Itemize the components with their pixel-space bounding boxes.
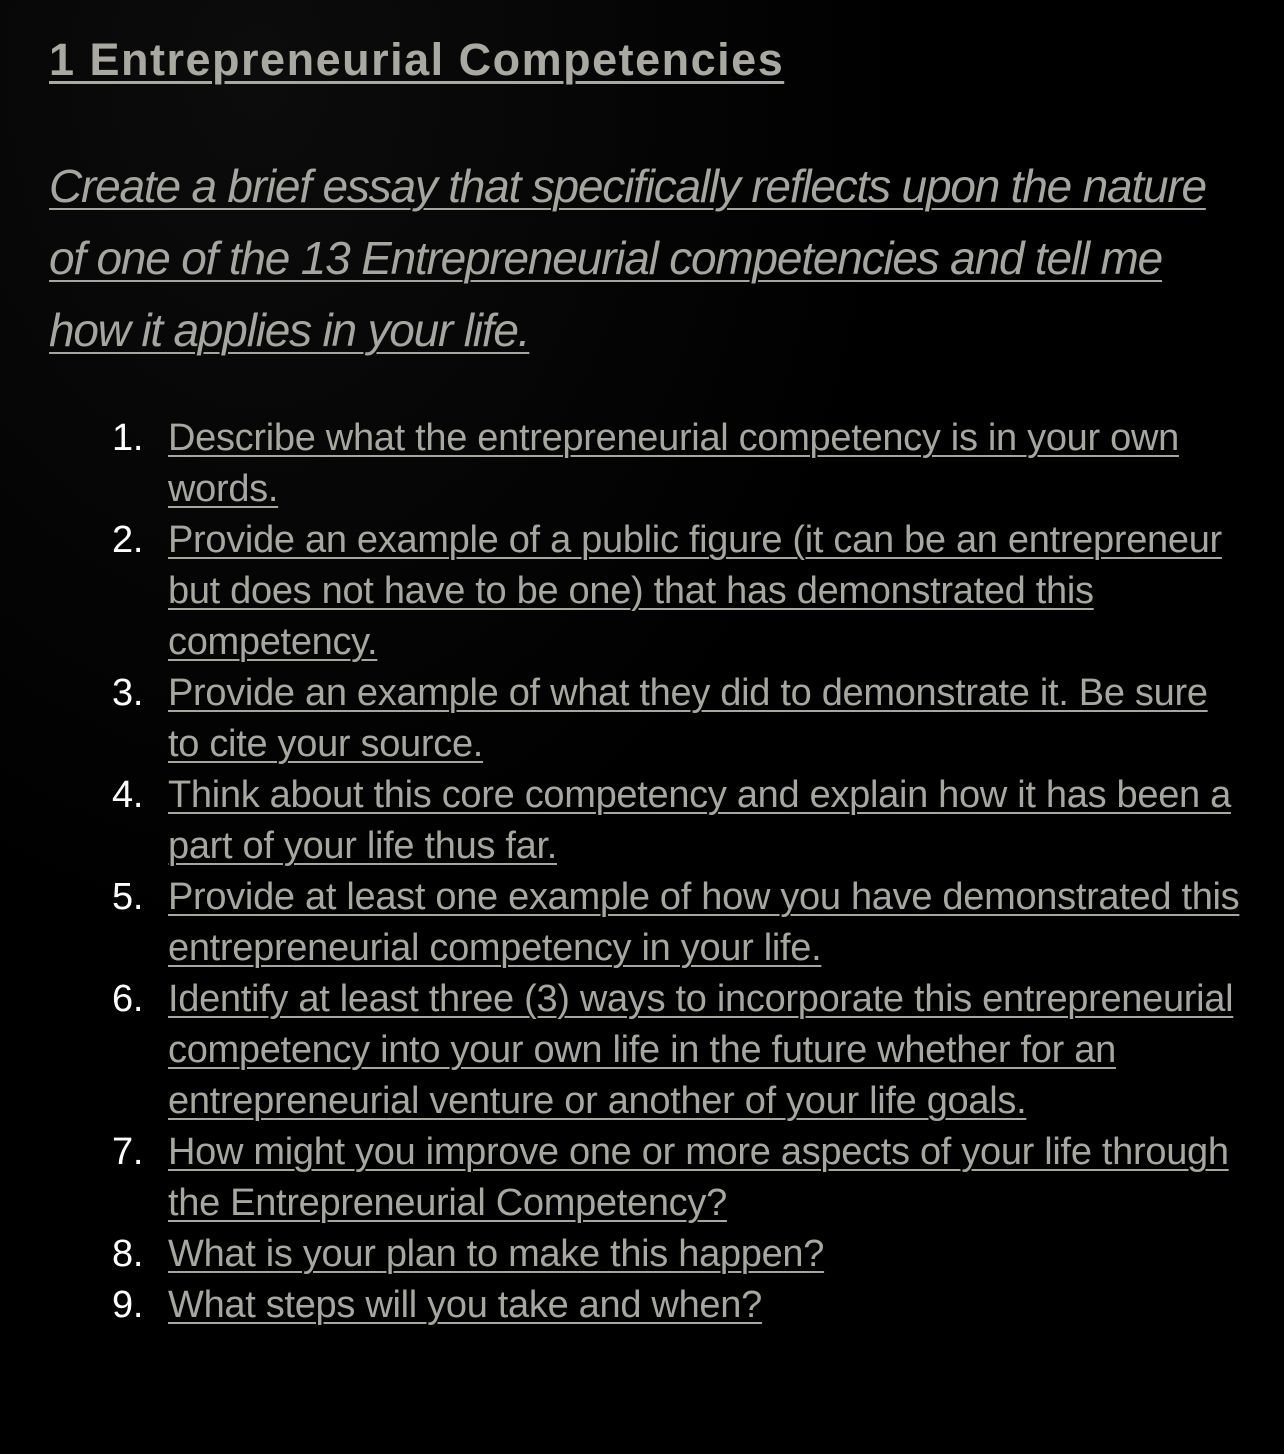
section-heading: 1 Entrepreneurial Competencies <box>49 34 785 85</box>
step-number: 4. <box>112 774 144 816</box>
step-text: Identify at least three (3) ways to incorporate this entrepreneurial competency into your own life in the future whether for an entrepreneurial venture or another of your life goals. <box>168 978 1234 1122</box>
step-text: How might you improve one or more aspects of your life through the Entrepreneurial Competency? <box>168 1131 1229 1224</box>
step-number: 6. <box>112 978 144 1020</box>
step-text: What is your plan to make this happen? <box>168 1233 825 1275</box>
list-item <box>112 1280 1243 1331</box>
assignment-steps-list <box>112 413 1243 1331</box>
list-item <box>112 1127 1243 1229</box>
step-text: Provide at least one example of how you have demonstrated this entrepreneurial competency in your life. <box>168 876 1240 969</box>
step-number: 1. <box>112 417 144 459</box>
step-text: What steps will you take and when? <box>168 1284 762 1326</box>
list-item <box>112 668 1243 770</box>
step-text: Think about this core competency and explain how it has been a part of your life thus far. <box>168 774 1231 867</box>
list-item <box>112 1229 1243 1280</box>
list-item <box>112 413 1243 515</box>
step-number: 3. <box>112 672 144 714</box>
list-item <box>112 515 1243 668</box>
list-item <box>112 770 1243 872</box>
list-item <box>112 974 1243 1127</box>
step-number: 7. <box>112 1131 144 1173</box>
step-number: 8. <box>112 1233 144 1275</box>
step-number: 2. <box>112 519 144 561</box>
assignment-intro: Create a brief essay that specifically reflects upon the nature of one of the 13 Entrepreneurial competencies and tell me how it applies in your life. <box>49 160 1206 356</box>
step-text: Provide an example of what they did to demonstrate it. Be sure to cite your source. <box>168 672 1208 765</box>
step-number: 5. <box>112 876 144 918</box>
step-text: Provide an example of a public figure (it can be an entrepreneur but does not have to be one) that has demonstrated this competency. <box>168 519 1222 663</box>
list-item <box>112 872 1243 974</box>
step-number: 9. <box>112 1284 144 1326</box>
step-text: Describe what the entrepreneurial competency is in your own words. <box>168 417 1179 510</box>
